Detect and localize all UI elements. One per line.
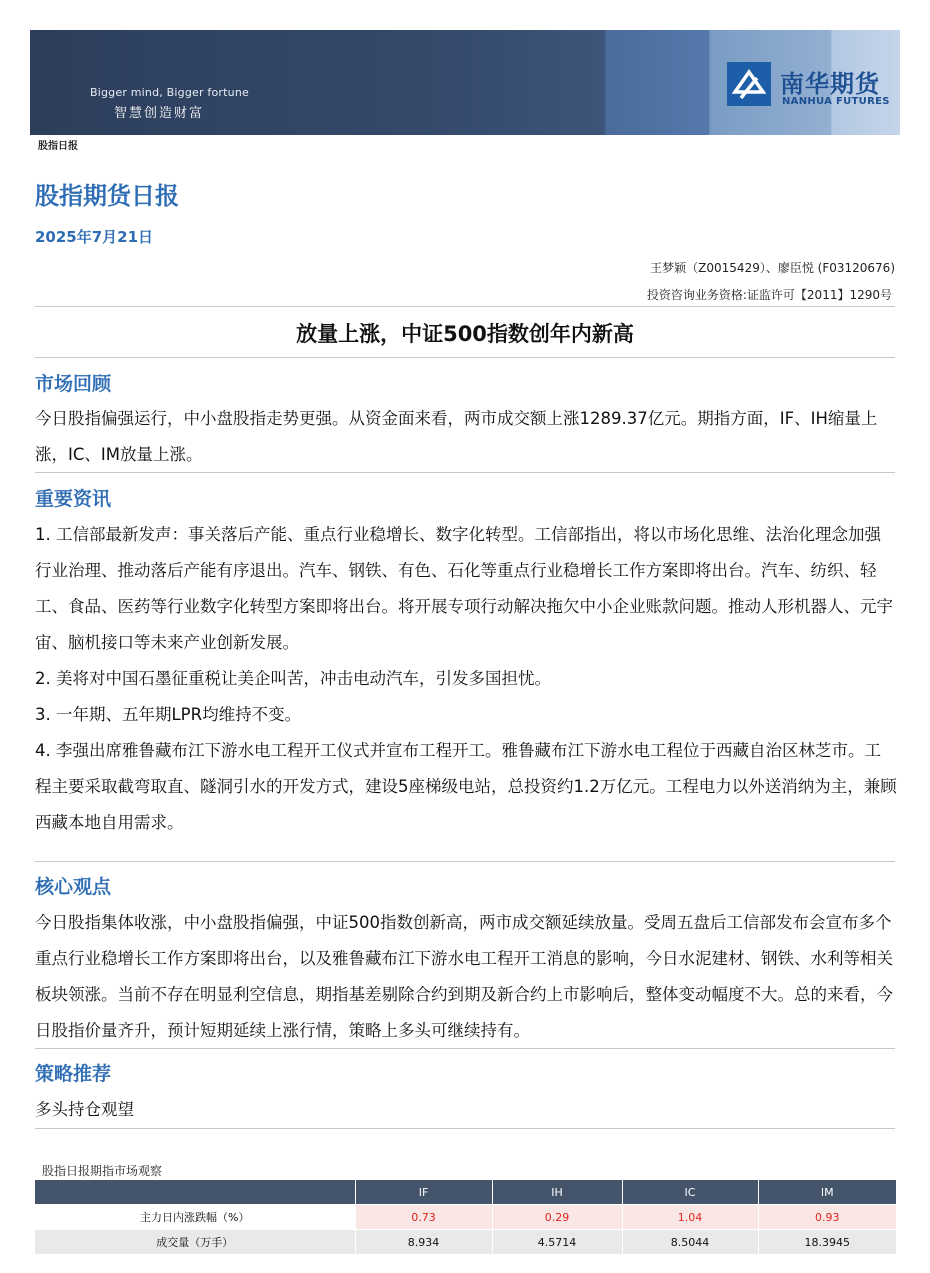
column-header: IF: [355, 1180, 492, 1205]
news-item: 4. 李强出席雅鲁藏布江下游水电工程开工仪式并宣布工程开工。雅鲁藏布江下游水电工程位于西藏自治区林芝市。工程主要采取截弯取直、隧洞引水的开发方式，建设5座梯级电站，总投资约1.2万亿元。工程电力以外送消纳为主，兼顾西藏本地自用需求。: [35, 741, 897, 832]
table-caption: 股指日报期指市场观察: [42, 1164, 163, 1178]
section-title-news: 重要资讯: [35, 488, 112, 510]
divider: [35, 1128, 895, 1129]
news-list: [35, 517, 897, 841]
column-header: IH: [492, 1180, 622, 1205]
table-row: [35, 1205, 896, 1230]
table-cell: 0.93: [758, 1205, 896, 1230]
slogan-english: Bigger mind, Bigger fortune: [90, 86, 249, 99]
table-cell: 0.73: [355, 1205, 492, 1230]
table-cell: 4.5714: [492, 1230, 622, 1255]
license-number: 投资咨询业务资格:证监许可【2011】1290号: [646, 288, 892, 302]
divider: [35, 1048, 895, 1049]
divider: [35, 306, 895, 307]
table-header-row: [35, 1180, 896, 1205]
column-header: IC: [622, 1180, 758, 1205]
report-category-tag: 股指日报: [38, 141, 78, 152]
table-cell: 0.29: [492, 1205, 622, 1230]
company-logo-english: NANHUA FUTURES: [782, 96, 890, 107]
table-cell: 18.3945: [758, 1230, 896, 1255]
row-label: 成交量（万手）: [35, 1230, 355, 1255]
divider: [35, 357, 895, 358]
section-title-core-view: 核心观点: [35, 876, 112, 898]
section-title-market-review: 市场回顾: [35, 373, 112, 395]
report-headline: 放量上涨，中证500指数创年内新高: [296, 322, 634, 346]
section-title-strategy: 策略推荐: [35, 1063, 112, 1085]
report-title: 股指期货日报: [35, 182, 179, 210]
table-cell: 1.04: [622, 1205, 758, 1230]
column-header: [35, 1180, 355, 1205]
news-item: 2. 美将对中国石墨征重税让美企叫苦，冲击电动汽车，引发多国担忧。: [35, 669, 551, 688]
company-logo-text: 南华期货: [780, 70, 880, 98]
core-view-text: [35, 905, 897, 1049]
market-observation-table: [35, 1180, 896, 1254]
news-item: 3. 一年期、五年期LPR均维持不变。: [35, 705, 302, 724]
market-review-paragraph: 今日股指偏强运行，中小盘股指走势更强。从资金面来看，两市成交额上涨1289.37亿元。期指方面，IF、IH缩量上涨，IC、IM放量上涨。: [35, 409, 878, 464]
table-cell: 8.934: [355, 1230, 492, 1255]
core-view-paragraph: 今日股指集体收涨，中小盘股指偏强，中证500指数创新高，两市成交额延续放量。受周五盘后工信部发布会宣布多个重点行业稳增长工作方案即将出台，以及雅鲁藏布江下游水电工程开工消息的影响，今日水泥建材、钢铁、水利等相关板块领涨。当前不存在明显利空信息，期指基差剔除合约到期及新合约上市影响后，整体变动幅度不大。总的来看，今日股指价量齐升，预计短期延续上涨行情，策略上多头可继续持有。: [35, 913, 893, 1040]
column-header: IM: [758, 1180, 896, 1205]
divider: [35, 861, 895, 862]
market-review-text: [35, 401, 897, 473]
report-date: 2025年7月21日: [35, 228, 154, 246]
row-label: 主力日内涨跌幅（%）: [35, 1205, 355, 1230]
divider: [35, 472, 895, 473]
table-cell: 8.5044: [622, 1230, 758, 1255]
nanhua-logo-icon: [727, 62, 771, 106]
strategy-text: [35, 1092, 897, 1128]
report-authors: 王梦颖（Z0015429）、廖臣悦 (F03120676): [650, 261, 895, 275]
slogan-chinese: 智慧创造财富: [114, 106, 205, 121]
strategy-paragraph: 多头持仓观望: [35, 1100, 134, 1119]
header-banner: [30, 30, 900, 135]
table-row: [35, 1230, 896, 1255]
news-item: 1. 工信部最新发声：事关落后产能、重点行业稳增长、数字化转型。工信部指出，将以市场化思维、法治化理念加强行业治理、推动落后产能有序退出。汽车、钢铁、有色、石化等重点行业稳增长工作方案即将出台。汽车、纺织、轻工、食品、医药等行业数字化转型方案即将出台。将开展专项行动解决拖欠中小企业账款问题。推动人形机器人、元宇宙、脑机接口等未来产业创新发展。: [35, 525, 893, 652]
